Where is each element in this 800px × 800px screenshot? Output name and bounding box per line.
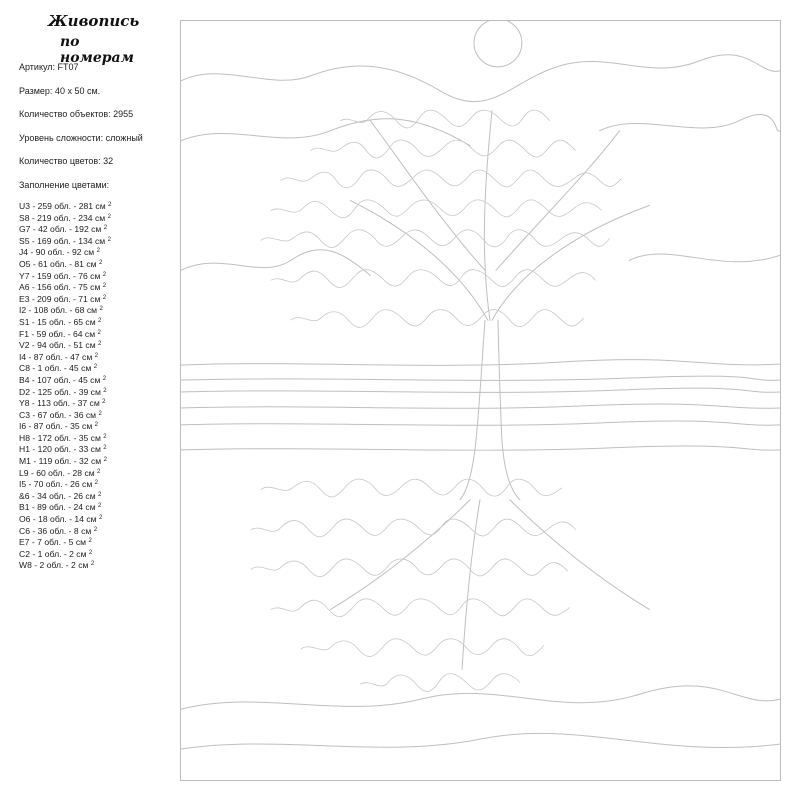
square-mark: 2 [107,236,111,243]
square-mark: 2 [88,549,93,556]
square-mark: 2 [108,202,112,208]
color-row-text: B1 - 89 обл. - 24 см [19,502,96,513]
color-row [19,282,111,294]
square-mark: 2 [103,225,108,232]
tree-outline-drawing [181,21,780,780]
color-row-text: I4 - 87 обл. - 47 см [19,351,93,362]
color-row-text: D2 - 125 обл. - 39 см [19,386,101,397]
square-mark: 2 [103,445,107,452]
color-row-text: F1 - 59 обл. - 64 см [19,328,96,339]
color-row-text: I2 - 108 обл. - 68 см [19,305,98,316]
color-row-text: V2 - 94 обл. - 51 см [19,340,96,351]
color-row-text: A6 - 156 обл. - 75 см [19,282,101,293]
color-row [19,421,111,433]
square-mark: 2 [103,457,107,464]
color-row [19,433,111,445]
color-row-text: &6 - 34 обл. - 26 см [19,490,96,501]
color-row-text: C8 - 1 обл. - 45 см [19,363,92,374]
color-row [19,468,111,480]
color-row-text: S5 - 169 обл. - 134 см [19,235,106,246]
square-mark: 2 [98,259,103,266]
square-mark: 2 [102,271,107,278]
color-row-text: O5 - 61 обл. - 81 см [19,258,97,269]
color-row [19,213,111,225]
painting-outline-canvas [180,20,781,781]
color-row [19,560,111,572]
color-row-text: Y8 - 113 обл. - 37 см [19,398,100,409]
logo-line-1: Живопись [48,12,140,30]
square-mark: 2 [107,213,111,220]
difficulty-level: Уровень сложности: сложный [19,133,143,143]
color-row [19,317,111,329]
square-mark: 2 [96,248,100,255]
color-row [19,259,111,271]
color-row [19,502,111,514]
color-row [19,271,111,283]
square-mark: 2 [102,375,107,382]
color-fill-list [19,201,111,572]
color-row-text: H1 - 120 обл. - 33 см [19,444,101,455]
square-mark: 2 [98,341,102,348]
color-row-text: I6 - 87 обл. - 35 см [19,421,93,432]
color-row [19,294,111,306]
color-row [19,479,111,491]
color-row [19,375,111,387]
fill-title: Заполнение цветами: [19,180,110,190]
square-mark: 2 [93,364,98,371]
color-row-text: C6 - 36 обл. - 8 см [19,525,92,536]
color-row [19,201,111,213]
square-mark: 2 [88,538,92,545]
article-number: Артикул: FT07 [19,62,79,72]
color-row [19,236,111,248]
square-mark: 2 [98,491,102,498]
square-mark: 2 [98,503,102,510]
color-row [19,352,111,364]
square-mark: 2 [97,468,101,475]
color-row [19,329,111,341]
square-mark: 2 [97,329,101,336]
square-mark: 2 [94,422,98,429]
square-mark: 2 [90,561,95,568]
objects-count: Количество объектов: 2955 [19,109,134,119]
color-row-text: U3 - 259 обл. - 281 см [19,201,106,211]
color-row-text: E7 - 7 обл. - 5 см [19,537,87,548]
color-row-text: E3 - 209 обл. - 71 см [19,293,101,304]
square-mark: 2 [103,387,107,394]
color-row [19,549,111,561]
square-mark: 2 [102,283,107,290]
color-row-text: B4 - 107 обл. - 45 см [19,374,101,385]
square-mark: 2 [98,410,102,417]
color-row [19,491,111,503]
color-row [19,363,111,375]
color-row-text: G7 - 42 обл. - 192 см [19,224,102,235]
color-row-text: W8 - 2 обл. - 2 см [19,560,89,571]
square-mark: 2 [102,399,106,406]
brand-logo [48,12,158,66]
logo-line-2: по номерам [60,34,134,66]
square-mark: 2 [94,352,98,359]
color-row [19,526,111,538]
color-row-text: Y7 - 159 обл. - 76 см [19,270,101,281]
color-row-text: H8 - 172 обл. - 35 см [19,432,101,443]
color-row [19,537,111,549]
color-row [19,444,111,456]
color-row-text: C3 - 67 обл. - 36 см [19,409,97,420]
color-row [19,410,111,422]
color-row-text: C2 - 1 обл. - 2 см [19,548,87,559]
color-row [19,340,111,352]
color-row-text: I5 - 70 обл. - 26 см [19,479,93,490]
square-mark: 2 [98,317,102,324]
square-mark: 2 [98,515,103,522]
color-row-text: M1 - 119 обл. - 32 см [19,456,102,467]
color-row [19,456,111,468]
color-row-text: S8 - 219 обл. - 234 см [19,212,106,223]
color-row [19,247,111,259]
colors-count: Количество цветов: 32 [19,156,114,166]
color-row-text: S1 - 15 обл. - 65 см [19,316,96,327]
color-row [19,305,111,317]
color-row [19,514,111,526]
square-mark: 2 [103,433,107,440]
color-row-text: J4 - 90 обл. - 92 см [19,247,95,258]
square-mark: 2 [102,294,107,301]
canvas-size: Размер: 40 х 50 см. [19,86,101,96]
square-mark: 2 [93,526,98,533]
color-row [19,398,111,410]
color-row-text: L9 - 60 обл. - 28 см [19,467,95,478]
square-mark: 2 [99,306,103,313]
color-row [19,387,111,399]
square-mark: 2 [94,480,98,487]
color-row [19,224,111,236]
color-row-text: O6 - 18 обл. - 14 см [19,514,97,525]
